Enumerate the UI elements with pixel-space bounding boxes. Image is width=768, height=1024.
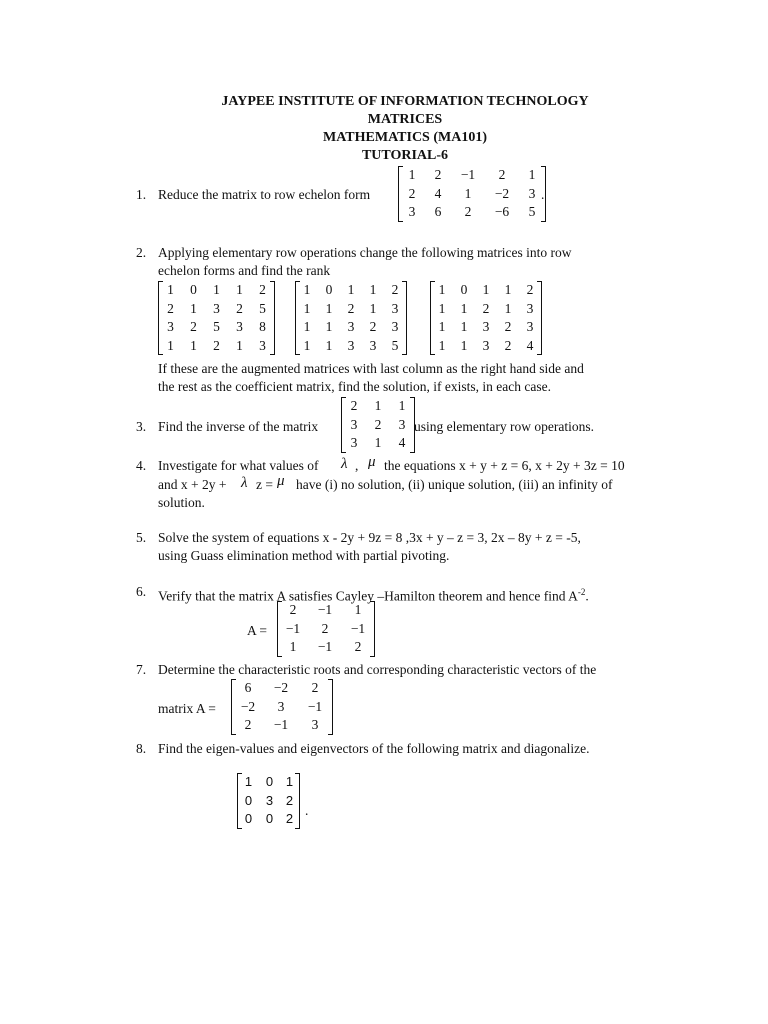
q3-number: 3. xyxy=(136,419,147,434)
q3-text-before: Find the inverse of the matrix xyxy=(158,419,319,434)
matrix-entry: 3 xyxy=(213,300,220,316)
matrix-entry: 2 xyxy=(190,319,197,335)
matrix-entry: 3 xyxy=(259,337,266,353)
matrix-entry: 1 xyxy=(408,167,416,183)
matrix-entry: 1 xyxy=(504,300,512,316)
matrix-entry: 2 xyxy=(408,185,416,201)
matrix-entry: 5 xyxy=(213,319,220,335)
q8-matrix xyxy=(237,773,300,829)
matrix-entry: 1 xyxy=(303,337,311,353)
matrix-entry: 3 xyxy=(526,319,534,335)
matrix-row xyxy=(296,300,407,319)
topic-title: MATRICES xyxy=(367,112,443,127)
matrix-row xyxy=(296,318,407,337)
q4-line2-c: have (i) no solution, (ii) unique solution, (iii) an infinity of xyxy=(296,477,613,492)
matrix-entry: 1 xyxy=(167,282,174,298)
matrix-grid xyxy=(430,281,542,355)
q4-number: 4. xyxy=(136,458,147,473)
matrix-entry: 1 xyxy=(285,774,294,790)
matrix-entry: 0 xyxy=(244,811,253,827)
tutorial-title: TUTORIAL-6 xyxy=(361,148,449,163)
q2-line4: the rest as the coefficient matrix, find the solution, if exists, in each case. xyxy=(158,379,552,394)
matrix-entry: 2 xyxy=(434,167,442,183)
matrix-row xyxy=(278,620,375,639)
matrix-entry: 5 xyxy=(528,204,536,220)
matrix-entry: 1 xyxy=(325,319,333,335)
q1-text: Reduce the matrix to row echelon form xyxy=(158,187,371,202)
matrix-entry: 2 xyxy=(504,337,512,353)
q4-line2-a: and x + 2y + xyxy=(158,477,227,492)
matrix-entry: −1 xyxy=(307,698,323,714)
matrix-entry: 1 xyxy=(482,282,490,298)
matrix-row xyxy=(232,716,333,735)
matrix-entry: 1 xyxy=(236,337,243,353)
q1-matrix xyxy=(398,166,546,222)
matrix-entry: −6 xyxy=(494,204,510,220)
matrix-entry: 2 xyxy=(321,620,329,636)
matrix-entry: 1 xyxy=(190,300,197,316)
matrix-entry: 2 xyxy=(289,602,297,618)
matrix-row xyxy=(296,337,407,356)
matrix-entry: 0 xyxy=(265,774,274,790)
matrix-entry: 3 xyxy=(526,300,534,316)
matrix-entry: 3 xyxy=(350,435,358,451)
matrix-entry: 5 xyxy=(259,300,266,316)
matrix-entry: 1 xyxy=(303,300,311,316)
matrix-entry: 3 xyxy=(347,319,355,335)
matrix-entry: 1 xyxy=(504,282,512,298)
matrix-grid xyxy=(277,601,375,657)
matrix-row xyxy=(159,318,275,337)
matrix-entry: 8 xyxy=(259,319,266,335)
q7-matrix xyxy=(231,679,333,735)
matrix-entry: 1 xyxy=(528,167,536,183)
q4-lambda-symbol-2: λ xyxy=(241,475,248,491)
matrix-entry: 3 xyxy=(369,337,377,353)
q6-matrix xyxy=(277,601,375,657)
matrix-entry: 1 xyxy=(244,774,253,790)
q5-line1: Solve the system of equations x - 2y + 9z = 8 ,3x + y – z = 3, 2x – 8y + z = -5, xyxy=(158,530,581,545)
matrix-entry: 1 xyxy=(236,282,243,298)
q2-matrix-c xyxy=(430,281,542,355)
q6-text: Verify that the matrix A satisfies Cayley –Hamilton theorem and hence find $A^{-2}$. xyxy=(158,587,589,604)
q4-mu-symbol-2: μ xyxy=(277,473,285,489)
matrix-entry: 2 xyxy=(213,337,220,353)
matrix-entry: 1 xyxy=(374,398,382,414)
q4-line2-b: z = xyxy=(256,477,273,492)
matrix-entry: 1 xyxy=(303,319,311,335)
matrix-row xyxy=(399,166,546,185)
matrix-entry: 6 xyxy=(244,680,252,696)
q7-label: matrix A = xyxy=(158,701,216,716)
q2-line3: If these are the augmented matrices with last column as the right hand side and xyxy=(158,361,584,376)
matrix-entry: 2 xyxy=(259,282,266,298)
matrix-entry: 1 xyxy=(369,300,377,316)
matrix-row xyxy=(238,773,300,792)
matrix-row xyxy=(232,698,333,717)
matrix-entry: 0 xyxy=(244,792,253,808)
matrix-entry: 1 xyxy=(438,319,446,335)
matrix-entry: 3 xyxy=(398,416,406,432)
q4-line1-b: the equations x + y + z = 6, x + 2y + 3z = 10 xyxy=(384,458,625,473)
q7-text: Determine the characteristic roots and corresponding characteristic vectors of the xyxy=(158,662,597,677)
matrix-entry: 2 xyxy=(504,319,512,335)
q6-exponent: -2 xyxy=(577,587,586,597)
matrix-entry: 1 xyxy=(347,282,355,298)
matrix-entry: 1 xyxy=(398,398,406,414)
matrix-grid xyxy=(398,166,546,222)
matrix-entry: 1 xyxy=(289,639,297,655)
matrix-entry: 3 xyxy=(350,416,358,432)
matrix-entry: −2 xyxy=(494,185,510,201)
matrix-entry: 0 xyxy=(265,811,274,827)
matrix-grid xyxy=(295,281,407,355)
matrix-entry: 3 xyxy=(265,792,274,808)
matrix-entry: 2 xyxy=(285,811,294,827)
q4-lambda-symbol: λ xyxy=(341,456,348,472)
matrix-entry: 1 xyxy=(460,300,468,316)
course-title: MATHEMATICS (MA101) xyxy=(323,130,487,145)
q3-text-after: using elementary row operations. xyxy=(414,419,594,434)
q8-number: 8. xyxy=(136,741,147,756)
matrix-entry: 2 xyxy=(369,319,377,335)
institute-title: JAYPEE INSTITUTE OF INFORMATION TECHNOLOGY xyxy=(221,94,589,109)
q6-label: A = xyxy=(247,623,267,638)
matrix-entry: 3 xyxy=(277,698,285,714)
matrix-entry: 2 xyxy=(464,204,472,220)
matrix-entry: 1 xyxy=(303,282,311,298)
matrix-entry: −1 xyxy=(285,620,301,636)
matrix-entry: 2 xyxy=(167,300,174,316)
q7-number: 7. xyxy=(136,662,147,677)
matrix-entry: 3 xyxy=(408,204,416,220)
q2-matrix-b xyxy=(295,281,407,355)
matrix-entry: 3 xyxy=(528,185,536,201)
matrix-row xyxy=(159,281,275,300)
matrix-entry: 3 xyxy=(391,300,399,316)
q1-period: . xyxy=(541,187,545,202)
q5-line2: using Guass elimination method with partial pivoting. xyxy=(158,548,450,563)
matrix-grid xyxy=(158,281,275,355)
matrix-row xyxy=(431,337,542,356)
matrix-entry: 2 xyxy=(391,282,399,298)
matrix-row xyxy=(238,792,300,811)
q2-matrix-a xyxy=(158,281,275,355)
matrix-row xyxy=(159,300,275,319)
matrix-entry: 1 xyxy=(167,337,174,353)
matrix-grid xyxy=(341,397,415,453)
matrix-entry: 2 xyxy=(498,167,506,183)
q8-text: Find the eigen-values and eigenvectors of the following matrix and diagonalize. xyxy=(158,741,590,756)
matrix-entry: 2 xyxy=(354,639,362,655)
matrix-entry: 2 xyxy=(350,398,358,414)
matrix-entry: −1 xyxy=(350,620,366,636)
matrix-entry: 1 xyxy=(438,300,446,316)
matrix-entry: 4 xyxy=(434,185,442,201)
matrix-entry: 3 xyxy=(236,319,243,335)
matrix-entry: 2 xyxy=(285,792,294,808)
matrix-row xyxy=(431,281,542,300)
matrix-entry: 2 xyxy=(236,300,243,316)
matrix-entry: 4 xyxy=(398,435,406,451)
matrix-row xyxy=(278,601,375,620)
matrix-row xyxy=(232,679,333,698)
q6-number: 6. xyxy=(136,584,147,599)
matrix-entry: −1 xyxy=(317,639,333,655)
matrix-entry: −1 xyxy=(273,717,289,733)
matrix-entry: 1 xyxy=(438,282,446,298)
matrix-row xyxy=(399,185,546,204)
q3-matrix xyxy=(341,397,415,453)
matrix-entry: 1 xyxy=(190,337,197,353)
matrix-entry: 4 xyxy=(526,337,534,353)
q4-line1-a: Investigate for what values of xyxy=(158,458,319,473)
matrix-entry: 2 xyxy=(347,300,355,316)
matrix-entry: 2 xyxy=(482,300,490,316)
matrix-entry: 1 xyxy=(325,300,333,316)
matrix-entry: 3 xyxy=(482,319,490,335)
q4-line3: solution. xyxy=(158,495,205,510)
matrix-entry: 3 xyxy=(167,319,174,335)
q5-number: 5. xyxy=(136,530,147,545)
matrix-entry: 1 xyxy=(464,185,472,201)
matrix-entry: 1 xyxy=(213,282,220,298)
q4-mu-symbol: μ xyxy=(368,454,376,470)
matrix-entry: 2 xyxy=(526,282,534,298)
matrix-row xyxy=(238,810,300,829)
matrix-entry: 0 xyxy=(190,282,197,298)
matrix-entry: 1 xyxy=(354,602,362,618)
matrix-row xyxy=(399,203,546,222)
matrix-row xyxy=(431,318,542,337)
matrix-entry: 5 xyxy=(391,337,399,353)
matrix-entry: 2 xyxy=(244,717,252,733)
matrix-entry: 3 xyxy=(391,319,399,335)
matrix-entry: −1 xyxy=(460,167,476,183)
matrix-entry: 2 xyxy=(374,416,382,432)
q2-line2: echelon forms and find the rank xyxy=(158,263,331,278)
matrix-entry: 3 xyxy=(347,337,355,353)
matrix-row xyxy=(431,300,542,319)
matrix-entry: 0 xyxy=(460,282,468,298)
matrix-entry: 1 xyxy=(325,337,333,353)
matrix-row xyxy=(342,397,415,416)
matrix-entry: 0 xyxy=(325,282,333,298)
matrix-grid xyxy=(231,679,333,735)
matrix-entry: 3 xyxy=(311,717,319,733)
q4-comma: , xyxy=(355,458,359,473)
matrix-entry: −2 xyxy=(273,680,289,696)
q2-line1: Applying elementary row operations change the following matrices into row xyxy=(158,245,572,260)
q2-number: 2. xyxy=(136,245,147,260)
matrix-grid xyxy=(237,773,300,829)
matrix-entry: 6 xyxy=(434,204,442,220)
matrix-row xyxy=(159,337,275,356)
matrix-entry: 3 xyxy=(482,337,490,353)
matrix-row xyxy=(278,638,375,657)
matrix-row xyxy=(296,281,407,300)
matrix-row xyxy=(342,434,415,453)
matrix-entry: −1 xyxy=(317,602,333,618)
q8-period: . xyxy=(305,803,309,818)
q1-number: 1. xyxy=(136,187,147,202)
matrix-entry: −2 xyxy=(240,698,256,714)
matrix-row xyxy=(342,416,415,435)
matrix-entry: 2 xyxy=(311,680,319,696)
matrix-entry: 1 xyxy=(460,337,468,353)
matrix-entry: 1 xyxy=(369,282,377,298)
matrix-entry: 1 xyxy=(460,319,468,335)
matrix-entry: 1 xyxy=(438,337,446,353)
matrix-entry: 1 xyxy=(374,435,382,451)
